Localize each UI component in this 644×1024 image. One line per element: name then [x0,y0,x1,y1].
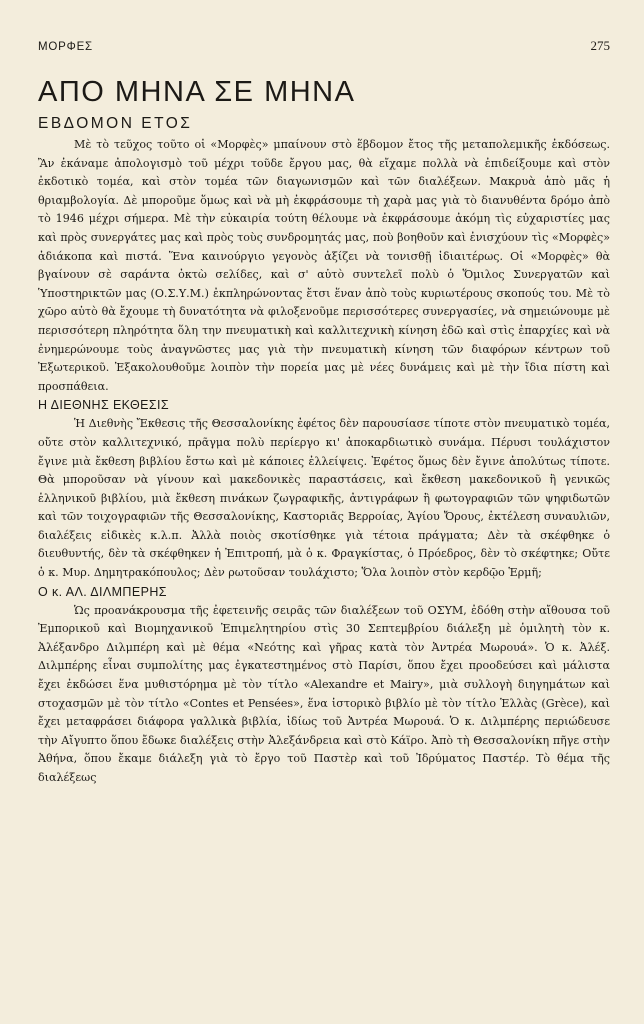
running-head [38,38,610,54]
page [38,38,610,788]
section-heading-seventh-year: ΕΒΔΟΜΟΝ ΕΤΟΣ [38,115,193,132]
page-number: 275 [590,38,610,53]
section-heading-dilmperis: Ο κ. ΑΛ. ΔΙΛΜΠΕΡΗΣ [38,584,167,599]
section-text-international-fair: Ἡ Διεθνὴς Ἔκθεσις τῆς Θεσσαλονίκης ἐφέτος δὲν παρουσίασε τίποτε στὸν πνευματικὸ τομέα, οὔτε στὸν καλλιτεχνικό, πρᾶγμα πολὺ περίεργο κι' ἀποκαρδιωτικὸ συνάμα. Πέρυσι τουλάχιστον ἔγινε μιὰ ἔκθεση βιβλίου ἔστω καὶ μὲ κάποιες ἐλλείψεις. Ἐφέτος ὅμως δὲν ἔγινε ἀπολύτως τίποτε. Θὰ μποροῦσαν νὰ γίνουν καὶ μακεδονικὲς παραστάσεις, καὶ ἔκθεση μακεδονικοῦ ἢ γενικῶς ἑλληνικοῦ βιβλίου, μιὰ ἔκθεση πινάκων ζωγραφικῆς, ἀντιγράφων ἢ φωτογραφιῶν τῶν ψηφιδωτῶν καὶ τῶν τοιχογραφιῶν τῆς Θεσσαλονίκης, Καστοριᾶς Βερροίας, Ἁγίου Ὄρους, ἐκτέλεση συναυλιῶν, διαλέξεις εἰδικὲς κ.λ.π. Ἀλλὰ ποιὸς σκοτίσθηκε γιὰ τέτοια πράγματα; Δὲν τὰ σκέφθηκε ὁ διευθυντής, δὲν τὰ σκέφθηκεν ἡ Ἐπιτροπή, μὰ ὁ κ. Φραγκίστας, ὁ Πρόεδρος, δὲν τὸ σκέφτηκε; Οὔτε ὁ κ. Μυρ. Δημητρακόπουλος; Δὲν ρωτοῦσαν τουλάχιστο; Ὅλα λοιπὸν στὸν κερδῷο Ἑρμῆ; [38,417,610,580]
section-text-dilmperis: Ὡς προανάκρουσμα τῆς ἐφετεινῆς σειρᾶς τῶν διαλέξεων τοῦ ΟΣΥΜ, ἐδόθη στὴν αἴθουσα τοῦ Ἐμπορικοῦ καὶ Βιομηχανικοῦ Ἐπιμελητηρίου στὶς 30 Σεπτεμβρίου διάλεξη μὲ ὁμιλητὴ τὸν κ. Ἀλέξανδρο Διλμπέρη καὶ μὲ θέμα «Νεότης καὶ γῆρας κατὰ τὸν Ἀντρέα Μωρουά». Ὁ κ. Ἀλέξ. Διλμπέρης εἶναι συμπολίτης μας ἐγκατεστημένος στὸ Παρίσι, ὅπου ἔχει προοδεύσει καὶ μάλιστα ἔχει ἐκδώσει ἕνα μυθιστόρημα μὲ τὸν τίτλο «Alexandre et Mairy», μιὰ συλλογὴ διηγημάτων καὶ στοχασμῶν μὲ τὸν τίτλο «Contes et Pensées», ἕνα ἱστορικὸ βιβλίο μὲ τὸν τίτλο Ἑλλὰς (Grèce), καὶ ἔχει μεταφράσει διάφορα γαλλικὰ βιβλία, ἰδίως τοῦ Ἀντρέα Μωρουά. Ὁ κ. Διλμπέρης περιώδευσε τὴν Αἴγυπτο ὅπου ἔδωκε διαλέξεις στὴν Ἀλεξάνδρεια καὶ στὸ Κάϊρο. Ἀπὸ τὴ Θεσσαλονίκη πῆγε στὴν Ἀθήνα, ὅπου ἔκαμε διάλεξη γιὰ τὸ ἔργο τοῦ Παστὲρ καὶ τοῦ Ἰδρύματος Παστέρ. Τὸ θέμα τῆς διαλέξεως [38,603,610,784]
section-text-seventh-year: Μὲ τὸ τεῦχος τοῦτο οἱ «Μορφὲς» μπαίνουν στὸ ἕβδομον ἔτος τῆς μεταπολεμικῆς ἐκδόσεως. Ἂν ἐκάναμε ἀπολογισμὸ τοῦ μέχρι τοῦδε ἔργου μας, θὰ εἴχαμε πολλὰ νὰ ἐπιδείξουμε καὶ στὸν ἐκδοτικὸ τομέα, καὶ στὸν τομέα τῶν διαγωνισμῶν καὶ τῶν διαλέξεων. Μακρυὰ ἀπὸ μᾶς ἡ θριαμβολογία. Δὲ μποροῦμε ὅμως καὶ νὰ μὴ ἐκφράσουμε τὴ χαρὰ μας γιὰ τὸ διανυθέντα δρόμο ἀπὸ τὸ 1946 μέχρι σήμερα. Μὲ τὴν εὐκαιρία τούτη θέλουμε νὰ ἐκφράσουμε ἀκόμη τὶς εὐχαριστίες μας καὶ πρὸς συνεργάτες μας καὶ πρὸς τοὺς συνδρομητάς μας, ποὺ βοηθοῦν καὶ ἐνισχύουν τὶς «Μορφὲς» ἀδιάκοπα καὶ πιστά. Ἕνα καινούργιο γεγονὸς ἀξίζει νὰ τονισθῇ ἰδιαιτέρως. Οἱ «Μορφὲς» θὰ βγαίνουν σὲ σαράντα ὀκτὼ σελίδες, καὶ σ' αὐτὸ συντελεῖ πολὺ ὁ Ὅμιλος Συνεργατῶν καὶ Ὑποστηρικτῶν μας (Ο.Σ.Υ.Μ.) ἐκπληρώνοντας ἔτσι ἕναν ἀπὸ τοὺς κυριωτέρους σκοπούς του. Μὲ τὸ χῶρο αὐτὸ θὰ ἔχουμε τὴ δυνατότητα νὰ φιλοξενοῦμε περισσότερες συνεργασίες, νὰ σημειώνουμε μὲ περισσότερη πληρότητα ὅλη την πνευματικὴ καὶ καλλιτεχνικὴ κίνηση ἐδῶ καὶ στὶς ἐπαρχίες καὶ νὰ ἐνημερώνουμε τοὺς ἀναγνῶστες μας γιὰ τὴν πνευματικὴ κίνηση τῶν διαφόρων κέντρων τοῦ Ἐξωτερικοῦ. Ἐξακολουθοῦμε λοιπὸν τὴν πορεία μας μὲ νέες δυνάμεις καὶ μὲ τὴν ἴδια πίστη καὶ προσπάθεια. [38,138,610,393]
section-heading-international-fair: Η ΔΙΕΘΝΗΣ ΕΚΘΕΣΙΣ [38,398,170,413]
page-title: ΑΠΟ ΜΗΝΑ ΣΕ ΜΗΝΑ [38,76,356,108]
journal-name: ΜΟΡΦΕΣ [38,41,93,53]
